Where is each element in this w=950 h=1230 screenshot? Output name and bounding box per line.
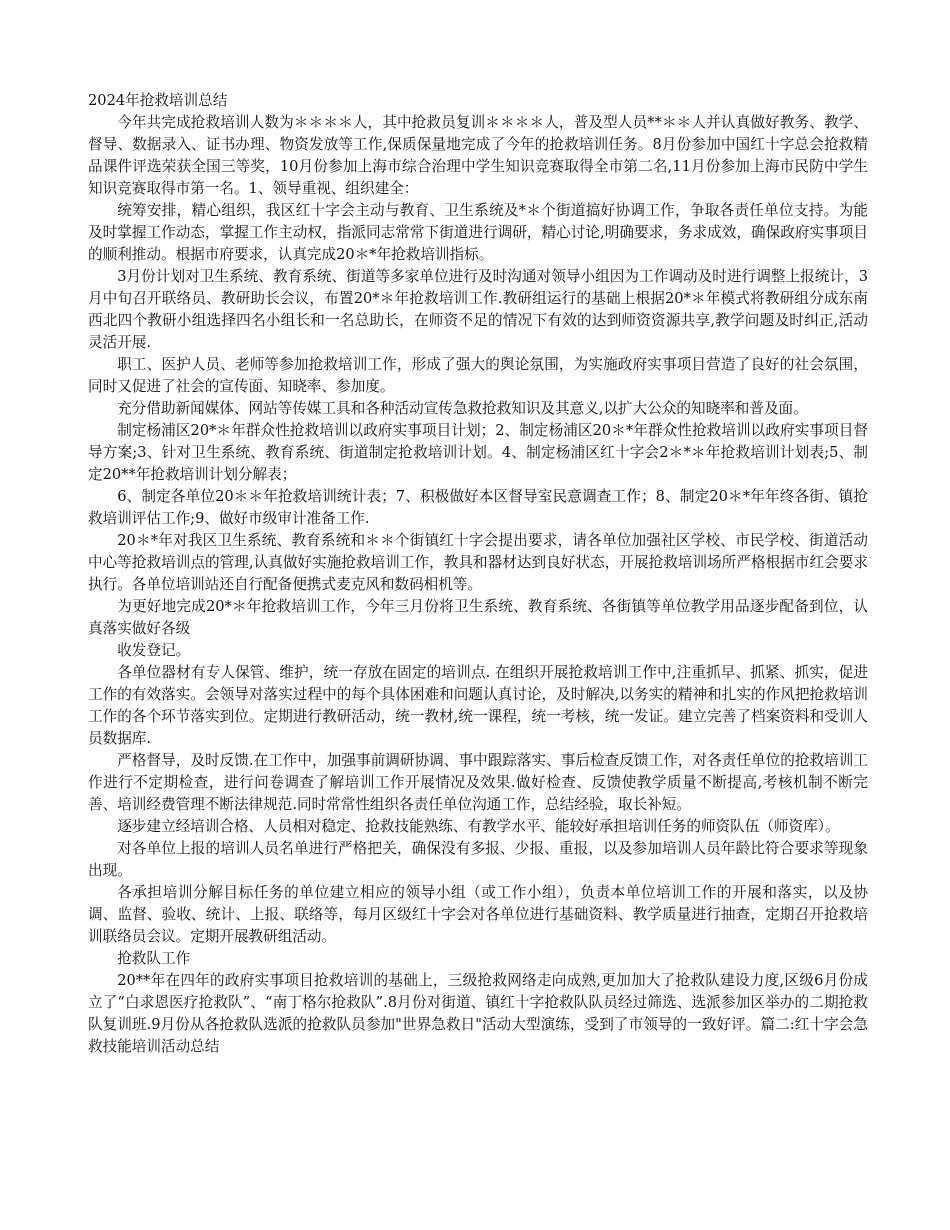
paragraph: 为更好地完成20*＊年抢救培训工作，今年三月份将卫生系统、教育系统、各街镇等单位教学用品逐步配备到位，认真落实做好各级: [88, 598, 868, 637]
paragraph: 统筹安排，精心组织，我区红十字会主动与教育、卫生系统及*＊个街道搞好协调工作，争取各责任单位支持。为能及时掌握工作动态，掌握工作主动权，指派同志常常下街道进行调研，精心讨论,明确要求，务求成效，确保政府实事项目的顺利推动。根据市府要求，认真完成20＊*年抢救培训指标。: [88, 202, 868, 263]
paragraph: 6、制定各单位20＊＊年抢救培训统计表；7、积极做好本区督导室民意调查工作；8、制定20＊*年年终各街、镇抢救培训评估工作;9、做好市级审计准备工作.: [88, 488, 868, 527]
document-page: [88, 90, 868, 1058]
paragraph: 对各单位上报的培训人员名单进行严格把关，确保没有多报、少报、重报，以及参加培训人员年龄比符合要求等现象出现。: [88, 840, 868, 879]
paragraph: 制定杨浦区20*＊年群众性抢救培训以政府实事项目计划；2、制定杨浦区20＊*年群众性抢救培训以政府实事项目督导方案;3、针对卫生系统、教育系统、街道制定抢救培训计划。4、制定杨浦区红十字会2＊*＊年抢救培训计划表;5、制定20**年抢救培训计划分解表；: [88, 422, 868, 483]
paragraph: 各单位器材有专人保管、维护，统一存放在固定的培训点. 在组织开展抢救培训工作中,注重抓早、抓紧、抓实，促进工作的有效落实。会领导对落实过程中的每个具体困难和问题认真讨论，及时解决,以务实的精神和扎实的作风把抢救培训工作的各个环节落实到位。定期进行教研活动，统一教材,统一课程，统一考核，统一发证。建立完善了档案资料和受训人员数据库.: [88, 664, 868, 747]
paragraph: 今年共完成抢救培训人数为＊＊＊＊人，其中抢救员复训＊＊＊＊人，普及型人员**＊＊人并认真做好教务、教学、督导、数据录入、证书办理、物资发放等工作,保质保量地完成了今年的抢救培训任务。8月份参加中国红十字总会抢救精品课件评选荣获全国三等奖，10月份参加上海市综合治理中学生知识竞赛取得全市第二名,11月份参加上海市民防中学生知识竞赛取得市第一名。1、领导重视、组织建全：: [88, 114, 868, 197]
paragraph: 各承担培训分解目标任务的单位建立相应的领导小组（或工作小组），负责本单位培训工作的开展和落实，以及协调、监督、验收、统计、上报、联络等，每月区级红十字会对各单位进行基础资料、教学质量进行抽查，定期召开抢救培训联络员会议。定期开展教研组活动。: [88, 884, 868, 945]
paragraph: 职工、医护人员、老师等参加抢救培训工作，形成了强大的舆论氛围，为实施政府实事项目营造了良好的社会氛围，同时又促进了社会的宣传面、知晓率、参加度。: [88, 356, 868, 395]
document-title: 2024年抢救培训总结: [88, 92, 228, 109]
paragraph: 3月份计划对卫生系统、教育系统、街道等多家单位进行及时沟通对领导小组因为工作调动及时进行调整上报统计，3月中旬召开联络员、教研助长会议，布置20*＊年抢救培训工作.教研组运行的基础上根据20*＊年模式将教研组分成东南西北四个教研小组选择四名小组长和一名总助长，在师资不足的情况下有效的达到师资资源共享,教学问题及时纠正,活动灵活开展.: [88, 268, 868, 351]
paragraph: 充分借助新闻媒体、网站等传媒工具和各种活动宣传急救抢救知识及其意义,以扩大公众的知晓率和普及面。: [117, 400, 808, 417]
section-heading: 抢救队工作: [117, 950, 191, 967]
paragraph: 逐步建立经培训合格、人员相对稳定、抢救技能熟练、有教学水平、能较好承担培训任务的师资队伍（师资库）。: [117, 818, 840, 835]
paragraph: 收发登记。: [117, 642, 191, 659]
paragraph: 严格督导，及时反馈.在工作中，加强事前调研协调、事中跟踪落实、事后检查反馈工作，对各责任单位的抢救培训工作进行不定期检查，进行问卷调查了解培训工作开展情况及效果.做好检查、反馈使教学质量不断提高,考核机制不断完善、培训经费管理不断法律规范.同时常常性组织各责任单位沟通工作，总结经验，取长补短。: [88, 752, 868, 813]
closing-paragraph: 20**年在四年的政府实事项目抢救培训的基础上，三级抢救网络走向成熟,更加加大了抢救队建设力度,区级6月份成立了“白求恩医疗抢救队”、“南丁格尔抢救队”.8月份对街道、镇红十字抢救队队员经过筛选、选派参加区举办的二期抢救队复训班.9月份从各抢救队选派的抢救队员参加"世界急救日"活动大型演练，受到了市领导的一致好评。篇二:红十字会急救技能培训活动总结: [88, 972, 868, 1055]
paragraph: 20＊*年对我区卫生系统、教育系统和＊＊个街镇红十字会提出要求，请各单位加强社区学校、市民学校、街道活动中心等抢救培训点的管理,认真做好实施抢救培训工作，教具和器材达到良好状态，开展抢救培训场所严格根据市红会要求执行。各单位培训站还自行配备便携式麦克风和数码相机等。: [88, 532, 868, 593]
